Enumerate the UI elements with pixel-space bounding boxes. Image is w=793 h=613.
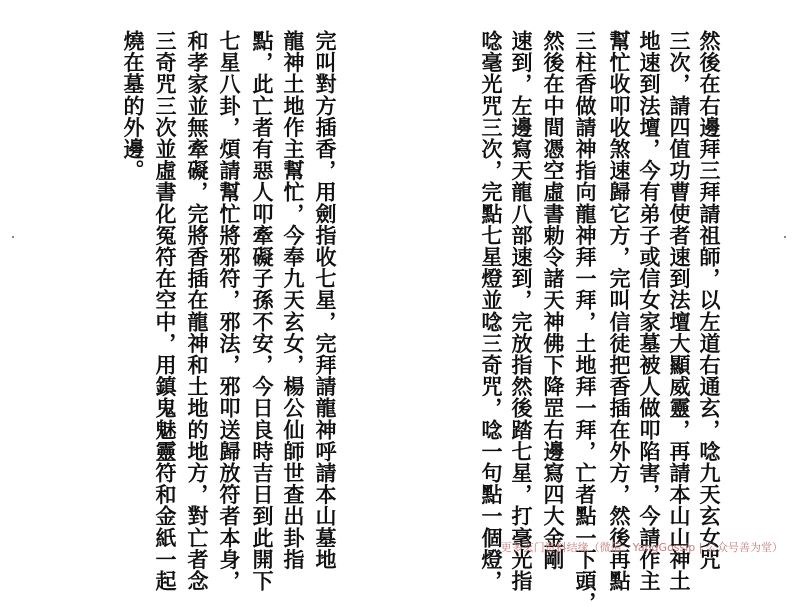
text-column-right-5: 三柱香做請神指向龍神拜一拜，土地拜一拜，亡者點一下頭， [573, 30, 598, 613]
footer-note: 更多玄门资料结缘（微信：YangGossip | 公众号善为堂） [500, 541, 783, 554]
text-column-right-1: 然後在右邊拜三拜請祖師，以左道右通玄，唸九天玄女咒 [697, 30, 722, 570]
text-column-right-2: 三次，請四值功曹使者速到法壇大顯威靈，再請本山山神土 [667, 30, 692, 592]
text-column-right-4: 幫忙收叩收煞速歸它方，完叫信徒把香插在外方，然後再點 [607, 30, 632, 592]
text-column-right-8: 唸毫光咒三次，完點七星燈並唸三奇咒，唸一句點一個燈， [479, 30, 504, 592]
text-column-left-2: 龍神土地作主幫忙，今奉九天玄女，楊公仙師世查出卦指 [281, 30, 306, 570]
text-column-right-6: 然後在中間憑空虛書勅令諸天神佛下降罡右邊寫四大金剛 [541, 30, 566, 570]
text-column-left-6: 三奇咒三次並虛書化冤符在空中，用鎮鬼魅靈符和金紙一起 [153, 30, 178, 592]
text-column-left-1: 完叫對方插香，用劍指收七星，完拜請龍神呼請本山墓地 [313, 30, 338, 570]
text-column-right-7: 速到，左邊寫天龍八部速到，完放指然後踏七星，打毫光指 [509, 30, 534, 592]
text-column-left-4: 七星八卦，煩請幫忙將邪符，邪法，邪叩送歸放符者本身， [217, 30, 242, 592]
scan-speck [12, 236, 14, 238]
scan-speck [784, 236, 786, 238]
text-column-left-3: 點，此亡者有惡人叩牽礙子孫不安，今日良時吉日到此開下 [250, 30, 275, 592]
text-column-left-7: 燒在墓的外邊。 [121, 30, 146, 182]
text-column-right-3: 地速到法壇，今有弟子或信女家墓被人做叩陷害，今請作主 [637, 30, 662, 592]
text-column-left-5: 和孝家並無牽礙，完將香插在龍神和土地的地方，對亡者念 [185, 30, 210, 592]
